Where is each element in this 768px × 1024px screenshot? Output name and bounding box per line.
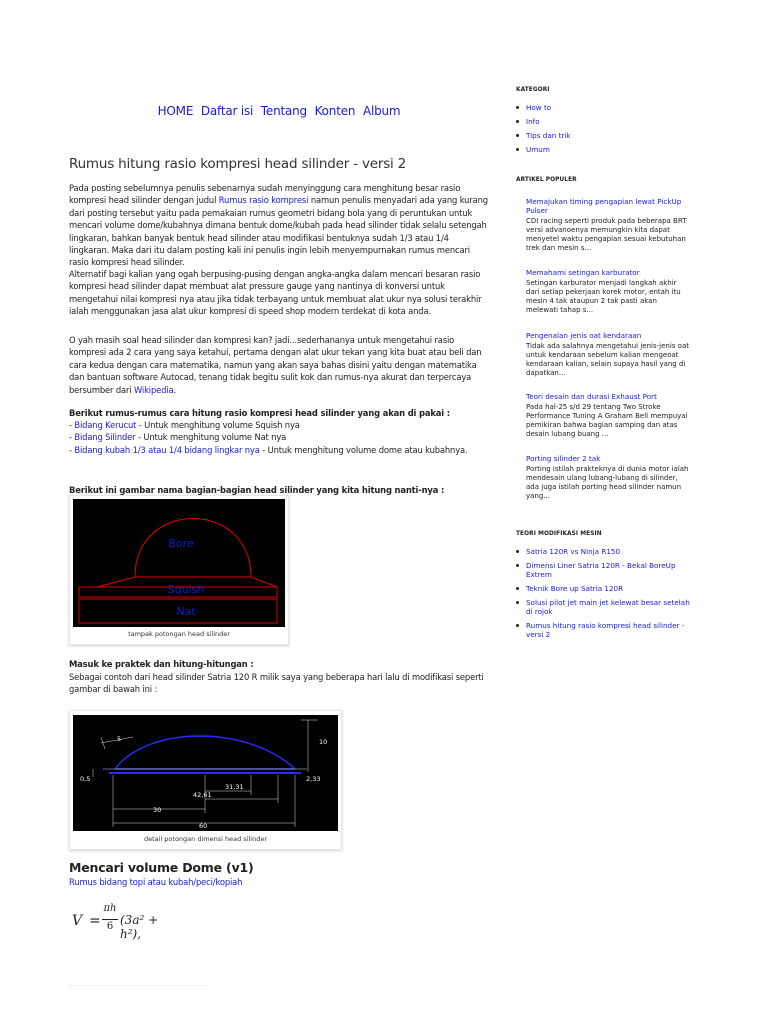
formula-volume-dome (69, 902, 181, 941)
head-silinder-diagram (73, 499, 285, 627)
rumus-item: - Bidang Silinder - Untuk menghitung volume Nat nya (69, 432, 287, 443)
nav-daftar-isi[interactable]: Daftar isi (200, 104, 254, 118)
rumus-heading: Berikut rumus-rumus cara hitung rasio kompresi head silinder yang akan di pakai : (69, 408, 450, 418)
figure-dimensi-head[interactable] (69, 710, 342, 850)
teori-item[interactable] (516, 547, 696, 556)
teori-label: Rumus hitung rasio kompresi head silinder - versi 2 (526, 621, 685, 639)
paragraph-alternatif: Alternatif bagi kalian yang ogah berpusing-pusing dengan angka-angka dalam mencari besaran rasio kompresi head silinder dapat membuat alat pressure gauge yang nantinya di konversi untuk mengetahui nilai kompresi nya atau jika tidak terbayang untuk membuat alat ukur nya solusi terakhir ialah menggunakan jasa alat ukur kompresi di speed shop modern terdekat di kota anda. (69, 269, 482, 317)
link-rumus-rasio-kompresi[interactable]: Rumus rasio kompresi (218, 195, 309, 206)
bullet-icon (516, 148, 519, 151)
popular-post-snippet: Tidak ada salahnya mengetahui jenis-jenis oat untuk kendaraan sebelum kalian mengeoat kendaraan kalian, selain supaya hasil yang di dapatkan... (526, 342, 689, 377)
para3-text: O yah masih soal head silinder dan kompresi kan? jadi...sederhananya untuk mengetahui rasio kompresi ada 2 cara yang saya ketahui, pertama dengan alat ukur tekan yang kita buat atau beli dan cara kedua dengan cara matematika, namun yang akan saya bahas disini yaitu dengan matematika dan bantuan software Autocad, tenang tidak begitu sulit kok dan rumus-nya akurat dan terpercaya bersumber dari (69, 335, 482, 395)
rumus-desc: - Untuk menghitung volume Nat nya (135, 432, 287, 443)
bullet-icon (516, 624, 519, 627)
dim-5: 5 (117, 735, 122, 743)
teori-item[interactable] (516, 598, 696, 616)
nav-tentang[interactable]: Tentang (260, 104, 307, 118)
bullet-icon (516, 134, 519, 137)
rumus-item: - Bidang kubah 1/3 atau 1/4 bidang lingkar nya - Untuk menghitung volume dome atau kubahnya. (69, 444, 468, 455)
kategori-item[interactable] (516, 131, 696, 140)
praktek-text: Sebagai contoh dari head silinder Satria 120 R milik saya yang beberapa hari lalu di modifikasi seperti gambar di bawah ini : (69, 672, 484, 695)
para3-end: . (173, 384, 176, 395)
post-title: Rumus hitung rasio kompresi head silinder - versi 2 (69, 156, 407, 172)
sidebar-heading-teori: TEORI MODIFIKASI MESIN (516, 531, 602, 537)
link-rumus-bidang-topi[interactable]: Rumus bidang topi atau kubah/peci/kopiah (69, 877, 243, 887)
kategori-item[interactable] (516, 103, 696, 112)
bullet-icon (516, 587, 519, 590)
dim-31-31: 31,31 (225, 783, 244, 791)
label-bore: Bore (168, 537, 194, 550)
teori-item[interactable] (516, 561, 696, 579)
dim-2-33: 2,33 (306, 775, 321, 783)
sidebar-heading-kategori: KATEGORI (516, 87, 550, 93)
figure-head-silinder[interactable] (69, 495, 289, 645)
dim-30: 30 (153, 806, 162, 814)
link-bidang-kubah[interactable]: Bidang kubah 1/3 atau 1/4 bidang lingkar nya (74, 444, 260, 455)
kategori-list (516, 103, 696, 159)
kategori-label: Info (526, 117, 540, 126)
link-wikipedia[interactable]: Wikipedia (133, 384, 174, 395)
sidebar-heading-populer: ARTIKEL POPULER (516, 177, 577, 183)
teori-label: Solusi pilot jet main jet kelewat besar setelah di rojok (526, 598, 690, 616)
popular-post-title[interactable]: Porting silinder 2 tak (526, 454, 601, 463)
formula-numerator: πh (103, 903, 117, 914)
teori-label: Satria 120R vs Ninja R150 (526, 547, 621, 556)
nav-konten[interactable]: Konten (314, 104, 356, 118)
popular-post (526, 331, 691, 378)
popular-post-title[interactable]: Memahami setingan karburator (526, 268, 640, 277)
bullet-icon (516, 564, 519, 567)
popular-post (526, 454, 691, 501)
figure-caption: tampak potongan head silinder (128, 630, 230, 638)
bullet-icon (516, 106, 519, 109)
kategori-item[interactable] (516, 145, 696, 154)
teori-item[interactable] (516, 584, 696, 593)
kategori-label: Tips dan trik (526, 131, 571, 140)
popular-post-title[interactable]: Memajukan timing pengapian lewat PickUp Pulser (526, 197, 682, 215)
popular-post-title[interactable]: Teori desain dan durasi Exhaust Port (526, 392, 657, 401)
popular-post-title[interactable]: Pengenalan jenis oat kendaraan (526, 331, 642, 340)
nav-album[interactable]: Album (362, 104, 401, 118)
fraction-bar (102, 919, 118, 920)
formula-eq: = (89, 913, 101, 929)
popular-post-snippet: Porting istilah prakteknya di dunia motor ialah mendesain ulang lubang-lubang di silinder, ada juga istilah porting head silinder namun yang... (526, 465, 689, 500)
paragraph-cara (69, 334, 489, 396)
formula-rest: (3a² + h²), (120, 913, 159, 941)
rumus-desc: - Untuk menghitung volume dome atau kubahnya. (259, 444, 468, 455)
popular-post (526, 197, 691, 253)
teori-list (516, 547, 696, 644)
dim-0-5: 0,5 (80, 775, 91, 783)
nav-home[interactable]: HOME (157, 104, 194, 118)
bullet-icon (516, 120, 519, 123)
rumus-desc: - Untuk menghitung volume Squish nya (136, 420, 300, 430)
para1-text-end: namun penulis menyadari ada yang kurang dari posting tersebut yaitu pada pemakaian rumus geometri bidang bola yang di peruntukan untuk mencari volume dome/kubahnya dimana bentuk dome/kubah pada head silinder tidak selalu setengah lingkaran, bahkan banyak bentuk head silinder atau modifikasi bentuknya sudah 1/3 atau 1/4 lingkaran. Maka dari itu dalam posting kali ini penulis ingin lebih menyempurnakan rumus mencari rasio kompresi head silinder. (69, 195, 488, 268)
popular-post (526, 392, 691, 439)
formula-denominator: 6 (106, 921, 114, 932)
dim-10: 10 (319, 738, 328, 746)
teori-item[interactable] (516, 621, 696, 639)
praktek-heading: Masuk ke praktek dan hitung-hitungan : (69, 659, 254, 669)
top-navigation (69, 104, 489, 118)
rumus-list (69, 419, 489, 456)
popular-post-snippet: CDI racing seperti produk pada beberapa BRT versi advanoenya memungkin kita dapat menyetel waktu pengapian sesuai kebutuhan trek dan mesin s... (526, 217, 687, 252)
divider (69, 985, 207, 986)
dim-42-61: 42,61 (193, 791, 212, 799)
link-bidang-kerucut[interactable]: Bidang Kerucut (74, 420, 137, 430)
gambar-heading: Berikut ini gambar nama bagian-bagian head silinder yang kita hitung nanti-nya : (69, 485, 445, 495)
dim-60: 60 (199, 822, 208, 830)
figure-caption-2: detail potongan dimensi head silinder (143, 835, 268, 843)
bullet-icon (516, 601, 519, 604)
dimensi-diagram (73, 715, 338, 831)
bullet-icon (516, 550, 519, 553)
link-bidang-silinder[interactable]: Bidang Silinder (74, 432, 136, 443)
dome-heading: Mencari volume Dome (v1) (69, 860, 254, 875)
popular-post-snippet: Setingan karburator menjadi langkah akhir dari setiap pekerjaan korek motor, entah itu mesin 4 tak ataupun 2 tak pasti akan melewati tahap s... (526, 279, 681, 314)
kategori-label: Umum (526, 145, 550, 154)
teori-label: Teknik Bore up Satria 120R (526, 584, 624, 593)
formula-lhs: V (72, 913, 83, 929)
kategori-item[interactable] (516, 117, 696, 126)
popular-post (526, 268, 691, 315)
rumus-item: - Bidang Kerucut - Untuk menghitung volume Squish nya (69, 420, 300, 430)
label-squish: Squish (167, 583, 205, 596)
kategori-label: How to (526, 103, 552, 112)
paragraph-intro (69, 182, 489, 269)
para1-text: Pada posting sebelumnya penulis sebenarnya sudah menyinggung cara menghitung besar rasio kompresi head silinder dengan judul (69, 183, 461, 206)
label-nat: Nat (176, 605, 196, 618)
popular-post-snippet: Pada hal-25 s/d 29 tentang Two Stroke Performance Tuning A Graham Bell mempuyai pemikiran bahwa bagian samping dan atas desain lubang buang ... (526, 403, 688, 438)
teori-label: Dimensi Liner Satria 120R - Bekal BoreUp Extrem (526, 561, 676, 579)
